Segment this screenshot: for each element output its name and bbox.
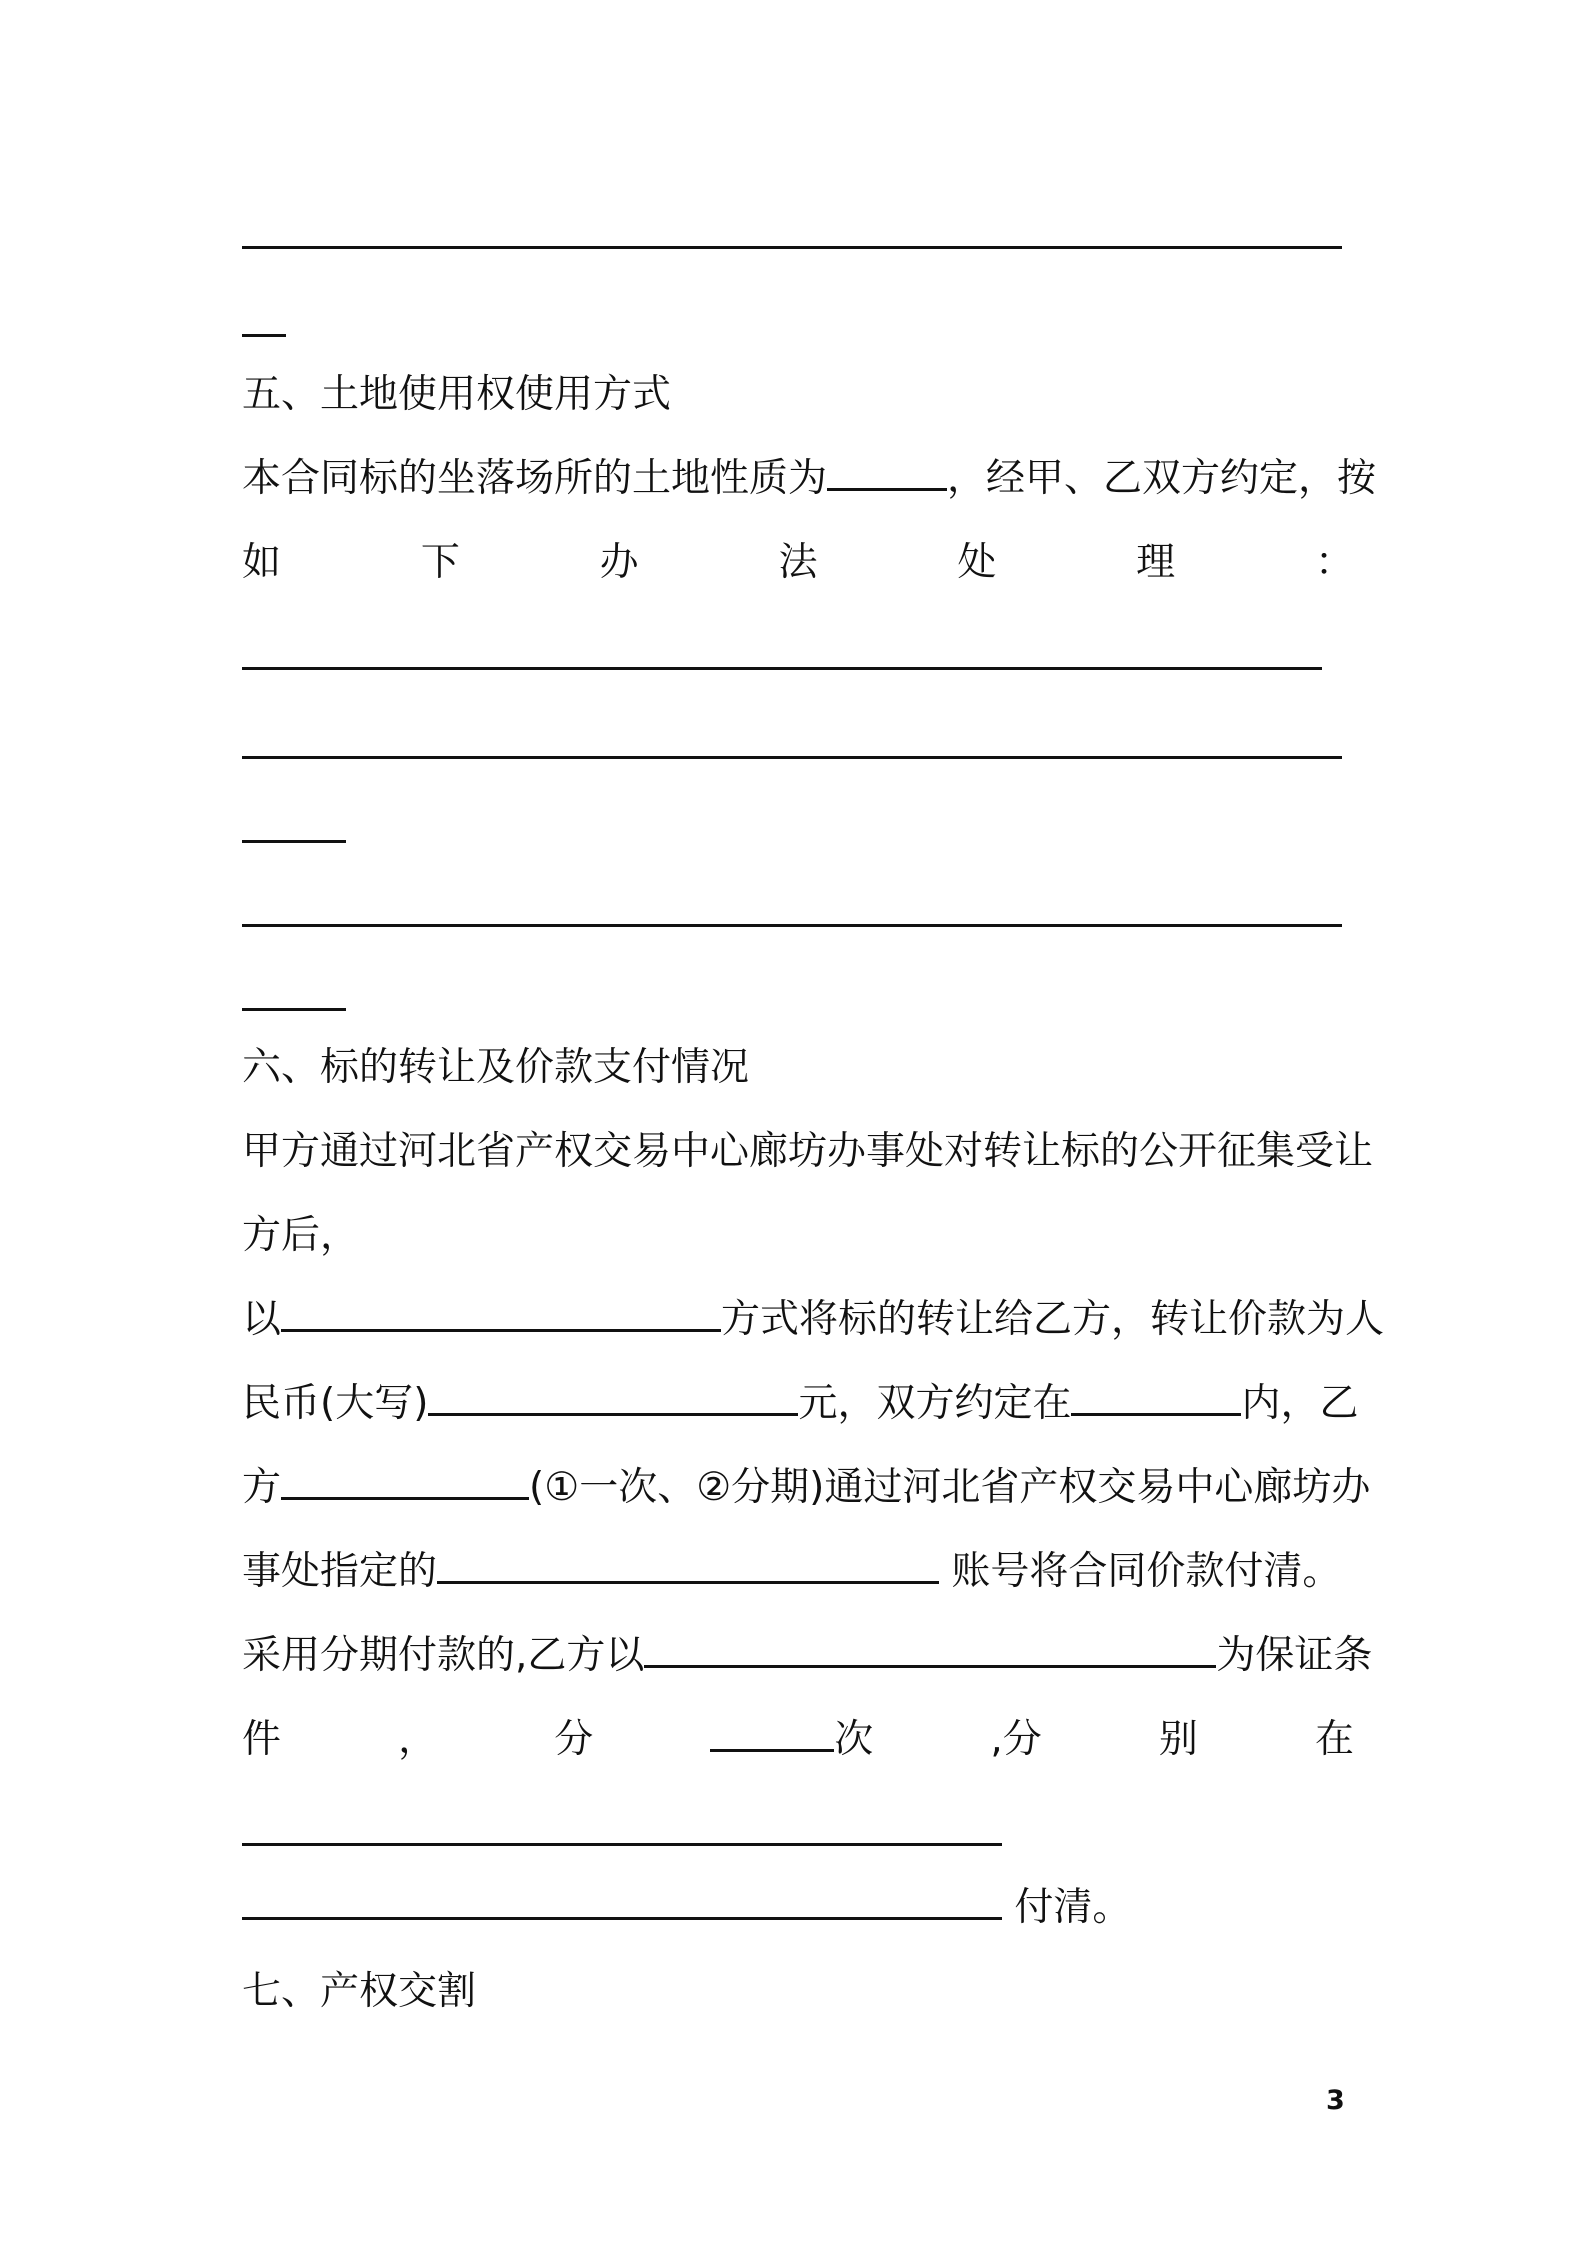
justified-char: 处 (957, 540, 997, 585)
justified-char: 理 (1136, 540, 1176, 585)
justified-char: 如 (242, 540, 282, 585)
blank-field (710, 1723, 834, 1752)
blank-field (281, 1303, 721, 1332)
paragraph-text: 事处指定的 (242, 1549, 438, 1594)
paragraph-text: 民币(大写) (242, 1381, 429, 1426)
justified-char: ， (398, 1717, 438, 1762)
justified-char: 分 (554, 1717, 594, 1762)
justified-char: 在 (1314, 1717, 1354, 1762)
paragraph-line (242, 439, 1376, 519)
section-heading-5: 五、土地使用权使用方式 (242, 372, 672, 417)
justified-char: 下 (420, 540, 460, 585)
blank-field (827, 462, 947, 491)
paragraph-text: ，经甲、乙双方约定，按 (947, 456, 1377, 501)
fill-line (242, 334, 286, 337)
blank-field (242, 1891, 1002, 1920)
justified-char: 件 (242, 1717, 282, 1762)
paragraph-text: 方式将标的转让给乙方，转让价款为人 (721, 1297, 1385, 1342)
justified-char: ,分 (990, 1717, 1042, 1762)
paragraph-text: 内，乙 (1241, 1381, 1359, 1426)
paragraph-text: 本合同标的坐落场所的土地性质为 (242, 456, 828, 501)
section-heading-6: 六、标的转让及价款支付情况 (242, 1045, 750, 1090)
justified-char: 法 (778, 540, 818, 585)
fill-line (242, 246, 1342, 249)
section-heading-7: 七、产权交割 (242, 1969, 477, 2014)
blank-field (1071, 1387, 1241, 1416)
paragraph-text: 为保证条 (1216, 1633, 1373, 1678)
fill-line (242, 1008, 346, 1011)
paragraph-line: 甲方通过河北省产权交易中心廊坊办事处对转让标的公开征集受让 (242, 1129, 1374, 1174)
paragraph-line (242, 1364, 1358, 1444)
paragraph-text: 以 (242, 1297, 282, 1342)
justified-char: ： (1314, 540, 1354, 585)
paragraph-line: 方后， (242, 1213, 360, 1258)
paragraph-line (242, 1616, 1372, 1696)
blank-field (644, 1639, 1216, 1668)
fill-line (242, 756, 1342, 759)
paragraph-text: 元，双方约定在 (798, 1381, 1072, 1426)
page-number: 3 (1326, 2085, 1345, 2116)
fill-line (242, 924, 1342, 927)
paragraph-text: 方 (242, 1465, 282, 1510)
blank-field (437, 1555, 939, 1584)
justified-line (242, 523, 1354, 603)
paragraph-line (242, 1280, 1384, 1360)
blank-field (428, 1387, 798, 1416)
paragraph-text: (①一次、②分期)通过河北省产权交易中心廊坊办 (529, 1465, 1371, 1510)
paragraph-line (242, 1532, 1341, 1612)
paragraph-line (242, 1448, 1370, 1528)
paragraph-text: 采用分期付款的,乙方以 (242, 1633, 645, 1678)
fill-line (242, 840, 346, 843)
paragraph-text: 账号将合同价款付清。 (939, 1549, 1342, 1594)
justified-char: 办 (599, 540, 639, 585)
fill-line (242, 667, 1322, 670)
blank-field (281, 1471, 529, 1500)
paragraph-line (242, 1868, 1131, 1948)
justified-char: 别 (1158, 1717, 1198, 1762)
justified-line (242, 1700, 1354, 1780)
paragraph-text: 次 (834, 1717, 874, 1762)
paragraph-text: 付清。 (1002, 1885, 1132, 1930)
fill-line (242, 1843, 1002, 1846)
justified-char (710, 1700, 873, 1780)
